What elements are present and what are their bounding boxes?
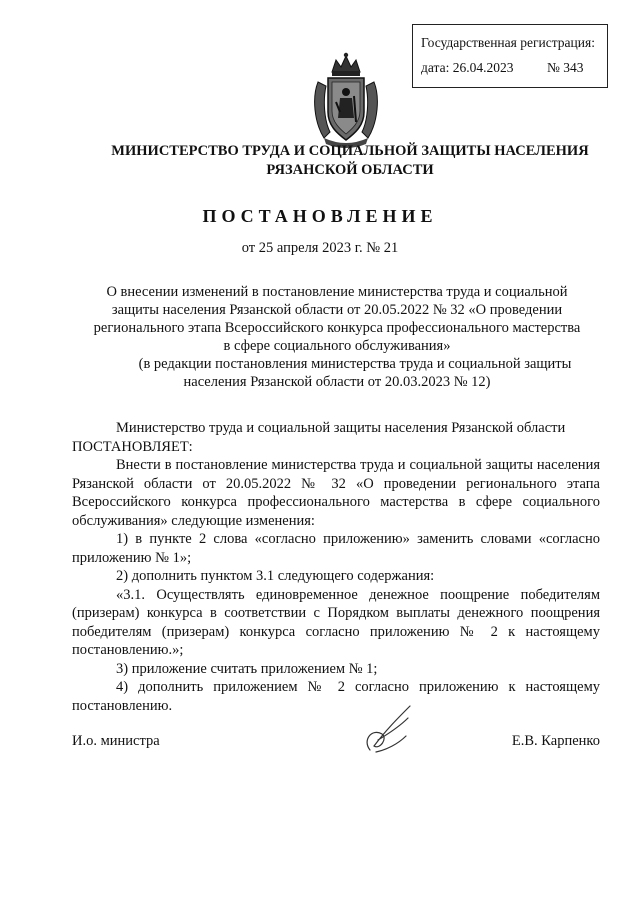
- signatory-name: Е.В. Карпенко: [511, 733, 600, 749]
- subject-line-3: регионального этапа Всероссийского конкурса профессионального мастерства: [93, 320, 581, 336]
- subject-line-2: защиты населения Рязанской области от 20.05.2022 № 32 «О проведении: [111, 302, 563, 318]
- body-paragraph-3: 1) в пункте 2 слова «согласно приложению» заменить словами «согласно приложению № 1»;: [72, 531, 600, 566]
- signatory-title: И.о. министра: [72, 733, 160, 749]
- ministry-line-2: РЯЗАНСКОЙ ОБЛАСТИ: [266, 162, 434, 178]
- body-paragraph-5: «3.1. Осуществлять единовременное денежное поощрение победителям (призерам) конкурса в соответствии с Порядком выплаты денежного поощрения победителям (призерам) конкурса согласно приложению № 2 к настоящему постановлению.»;: [72, 586, 600, 658]
- document-type: ПОСТАНОВЛЕНИЕ: [202, 206, 438, 226]
- body-paragraph-2: Внести в постановление министерства труда и социальной защиты населения Рязанской области от 20.05.2022 № 32 «О проведении регионального этапа Всероссийского конкурса профессионального мастерства в сфере социального обслуживания» следующие изменения:: [72, 457, 600, 529]
- body-paragraph-6: 3) приложение считать приложением № 1;: [116, 660, 378, 677]
- body-paragraph-4: 2) дополнить пунктом 3.1 следующего содержания:: [116, 568, 435, 584]
- subject-line-1: О внесении изменений в постановление министерства труда и социальной: [106, 284, 568, 300]
- registration-stamp: [412, 24, 608, 88]
- coat-of-arms-icon: [310, 52, 382, 148]
- registration-date: дата: 26.04.2023: [421, 60, 514, 75]
- subject-line-4: в сфере социального обслуживания»: [223, 338, 451, 354]
- document-body: [72, 419, 600, 715]
- body-paragraph-1: Министерство труда и социальной защиты населения Рязанской области: [116, 420, 566, 436]
- registration-number: № 343: [547, 60, 584, 75]
- subject-line-6: населения Рязанской области от 20.03.2023 № 12): [183, 374, 491, 390]
- ministry-title: [60, 142, 640, 180]
- subject-line-5: (в редакции постановления министерства труда и социальной защиты: [138, 356, 572, 372]
- document-subject: [72, 283, 602, 391]
- body-paragraph-7: 4) дополнить приложением № 2 согласно приложению к настоящему постановлению.: [72, 679, 600, 714]
- ministry-line-1: МИНИСТЕРСТВО ТРУДА И СОЦИАЛЬНОЙ ЗАЩИТЫ НАСЕЛЕНИЯ: [111, 143, 589, 159]
- body-resolves: ПОСТАНОВЛЯЕТ:: [72, 438, 193, 455]
- document-date: от 25 апреля 2023 г. № 21: [241, 240, 399, 256]
- handwritten-signature: [358, 700, 418, 760]
- registration-title: Государственная регистрация:: [421, 35, 595, 50]
